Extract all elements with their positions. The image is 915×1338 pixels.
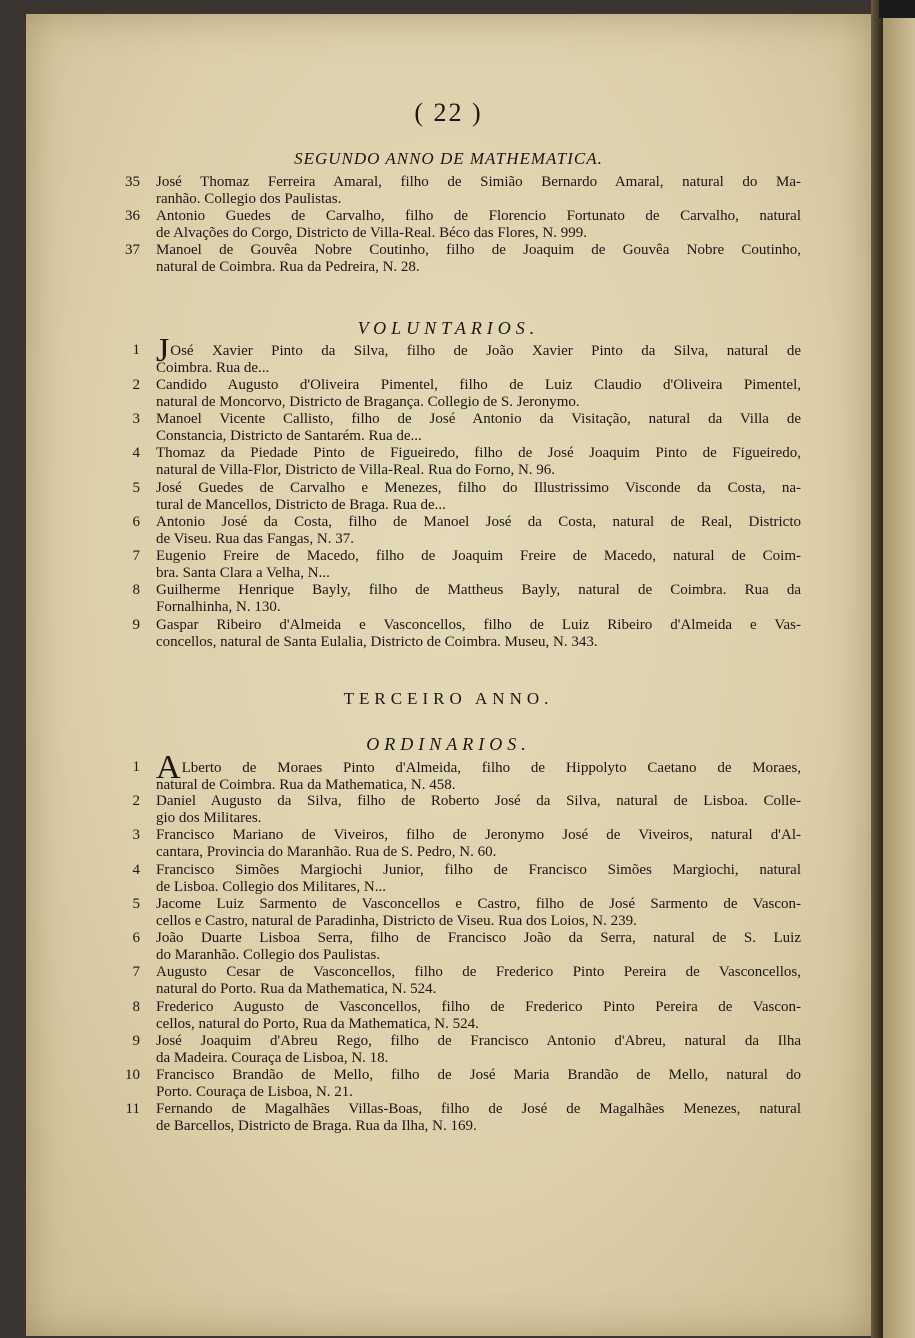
list-entry bbox=[132, 377, 801, 411]
entry-line-1 bbox=[156, 964, 801, 981]
entry-number: 5 bbox=[132, 896, 140, 912]
entry-text-1: Fernando de Magalhães Villas-Boas, filho de José de Magalhães Menezes, natural bbox=[156, 1101, 801, 1117]
entry-number: 6 bbox=[132, 514, 140, 530]
section-heading-voluntarios: VOLUNTARIOS. bbox=[357, 318, 540, 338]
entry-number: 9 bbox=[132, 1033, 140, 1049]
entry-number: 8 bbox=[132, 582, 140, 598]
entry-line-1 bbox=[156, 793, 801, 810]
entry-line-1 bbox=[156, 1033, 801, 1050]
drop-initial: A bbox=[156, 749, 181, 786]
entry-text-1: Antonio José da Costa, filho de Manoel José da Costa, natural de Real, Districto bbox=[156, 514, 801, 530]
entry-line-2: cantara, Provincia do Maranhão. Rua de S. Pedro, N. 60. bbox=[156, 844, 497, 860]
section-heading-segundo-anno: SEGUNDO ANNO DE MATHEMATICA. bbox=[294, 149, 603, 168]
entry-line-1 bbox=[156, 445, 801, 462]
entry-number: 7 bbox=[132, 964, 140, 980]
entry-text-1: João Duarte Lisboa Serra, filho de Francisco João da Serra, natural de S. Luiz bbox=[156, 930, 801, 946]
list-entry bbox=[132, 793, 801, 827]
list-entry bbox=[132, 999, 801, 1033]
entry-text-1: Candido Augusto d'Oliveira Pimentel, filho de Luiz Claudio d'Oliveira Pimentel, bbox=[156, 377, 801, 393]
entry-line-1 bbox=[156, 930, 801, 947]
drop-initial: J bbox=[156, 332, 170, 369]
entry-line-1 bbox=[156, 1101, 801, 1118]
entry-text-1: Francisco Simões Margiochi Junior, filho de Francisco Simões Margiochi, natural bbox=[156, 862, 801, 878]
list-entry bbox=[132, 617, 801, 651]
list-entry bbox=[125, 242, 801, 276]
entry-line-1 bbox=[156, 617, 801, 634]
entry-line-1 bbox=[156, 582, 801, 599]
list-entry bbox=[132, 514, 801, 548]
entry-text-1: Manoel de Gouvêa Nobre Coutinho, filho de Joaquim de Gouvêa Nobre Coutinho, bbox=[156, 242, 801, 258]
list-entry bbox=[132, 896, 801, 930]
entry-line-2: cellos e Castro, natural de Paradinha, Districto de Viseu. Rua dos Loios, N. 239. bbox=[156, 913, 637, 929]
list-entry bbox=[125, 1067, 801, 1101]
entry-number: 37 bbox=[125, 242, 140, 258]
entry-line-2: de Lisboa. Collegio dos Militares, N... bbox=[156, 879, 386, 895]
entry-text-1: Frederico Augusto de Vasconcellos, filho de Frederico Pinto Pereira de Vascon- bbox=[156, 999, 801, 1015]
entry-number: 2 bbox=[132, 377, 140, 393]
list-entry bbox=[132, 480, 801, 514]
entry-text-1: Eugenio Freire de Macedo, filho de Joaquim Freire de Macedo, natural de Coim- bbox=[156, 548, 801, 564]
entry-line-1 bbox=[156, 827, 801, 844]
entry-number: 11 bbox=[125, 1101, 140, 1117]
list-entry bbox=[132, 582, 801, 616]
entry-line-1 bbox=[156, 377, 801, 394]
entry-line-2: de Alvações do Corgo, Districto de Villa-Real. Béco das Flores, N. 999. bbox=[156, 225, 587, 241]
entry-text-1: Antonio Guedes de Carvalho, filho de Florencio Fortunato de Carvalho, natural bbox=[156, 208, 801, 224]
entry-text-1: José Thomaz Ferreira Amaral, filho de Simião Bernardo Amaral, natural do Ma- bbox=[156, 174, 801, 190]
list-entry bbox=[125, 174, 801, 208]
entry-line-2: tural de Mancellos, Districto de Braga. Rua de... bbox=[156, 497, 446, 513]
scan-ruler bbox=[879, 0, 915, 18]
entry-text-1: José Guedes de Carvalho e Menezes, filho do Illustrissimo Visconde da Costa, na- bbox=[156, 480, 801, 496]
entry-line-2: bra. Santa Clara a Velha, N... bbox=[156, 565, 330, 581]
book-page bbox=[26, 14, 871, 1336]
entry-number: 35 bbox=[125, 174, 140, 190]
entry-text-1: Osé Xavier Pinto da Silva, filho de João Xavier Pinto da Silva, natural de bbox=[170, 343, 801, 359]
entry-text-1: Thomaz da Piedade Pinto de Figueiredo, filho de José Joaquim Pinto de Figueiredo, bbox=[156, 445, 801, 461]
list-entry bbox=[132, 862, 801, 896]
entry-number: 2 bbox=[132, 793, 140, 809]
entry-line-1 bbox=[156, 999, 801, 1016]
list-entry bbox=[132, 749, 801, 794]
list-entry bbox=[125, 1101, 801, 1135]
book-spine bbox=[871, 0, 883, 1338]
entry-line-2: gio dos Militares. bbox=[156, 810, 262, 826]
entry-number: 36 bbox=[125, 208, 140, 224]
entry-line-1 bbox=[156, 174, 801, 191]
entry-line-1 bbox=[156, 411, 801, 428]
entry-line-2: da Madeira. Couraça de Lisboa, N. 18. bbox=[156, 1050, 389, 1066]
entry-number: 8 bbox=[132, 999, 140, 1015]
entry-text-1: Gaspar Ribeiro d'Almeida e Vasconcellos, filho de Luiz Ribeiro d'Almeida e Vas- bbox=[156, 617, 801, 633]
entry-text-1: Manoel Vicente Callisto, filho de José Antonio da Visitação, natural da Villa de bbox=[156, 411, 801, 427]
entry-text-1: Augusto Cesar de Vasconcellos, filho de Frederico Pinto Pereira de Vasconcellos, bbox=[156, 964, 801, 980]
list-entry bbox=[132, 445, 801, 479]
entry-number: 7 bbox=[132, 548, 140, 564]
list-entry bbox=[132, 1033, 801, 1067]
entry-line-1 bbox=[156, 514, 801, 531]
entry-line-1 bbox=[156, 208, 801, 225]
adjacent-page-edge bbox=[883, 0, 915, 1338]
page-number: ( 22 ) bbox=[414, 98, 483, 127]
entry-number: 5 bbox=[132, 480, 140, 496]
entry-line-2: Fornalhinha, N. 130. bbox=[156, 599, 281, 615]
entry-number: 4 bbox=[132, 445, 140, 461]
entry-text-1: Francisco Mariano de Viveiros, filho de Jeronymo José de Viveiros, natural d'Al- bbox=[156, 827, 801, 843]
entry-line-1 bbox=[156, 480, 801, 497]
entry-line-2: natural de Moncorvo, Districto de Bragança. Collegio de S. Jeronymo. bbox=[156, 394, 580, 410]
entry-line-2: de Barcellos, Districto de Braga. Rua da Ilha, N. 169. bbox=[156, 1118, 477, 1134]
entry-line-1 bbox=[156, 1067, 801, 1084]
list-entry bbox=[132, 332, 801, 377]
entry-line-1 bbox=[156, 862, 801, 879]
entry-text-1: Francisco Brandão de Mello, filho de José Maria Brandão de Mello, natural do bbox=[156, 1067, 801, 1083]
section-heading-terceiro-anno: TERCEIRO ANNO. bbox=[343, 689, 554, 708]
list-entry bbox=[132, 930, 801, 964]
section-heading-ordinarios: ORDINARIOS. bbox=[366, 734, 531, 754]
entry-number: 1 bbox=[132, 759, 140, 775]
entry-line-2: ranhão. Collegio dos Paulistas. bbox=[156, 191, 342, 207]
list-entry bbox=[125, 208, 801, 242]
entry-text-1: Lberto de Moraes Pinto d'Almeida, filho de Hippolyto Caetano de Moraes, bbox=[181, 760, 801, 776]
list-entry bbox=[132, 964, 801, 998]
entry-line-2: concellos, natural de Santa Eulalia, Districto de Coimbra. Museu, N. 343. bbox=[156, 634, 598, 650]
entry-number: 10 bbox=[125, 1067, 140, 1083]
entry-line-2: Constancia, Districto de Santarém. Rua de... bbox=[156, 428, 422, 444]
entry-number: 4 bbox=[132, 862, 140, 878]
entry-line-2: cellos, natural do Porto, Rua da Mathematica, N. 524. bbox=[156, 1016, 479, 1032]
entry-text-1: Guilherme Henrique Bayly, filho de Mattheus Bayly, natural de Coimbra. Rua da bbox=[156, 582, 801, 598]
entry-line-1 bbox=[156, 548, 801, 565]
list-entry bbox=[132, 411, 801, 445]
entry-number: 6 bbox=[132, 930, 140, 946]
list-entry bbox=[132, 548, 801, 582]
entry-line-2: Porto. Couraça de Lisboa, N. 21. bbox=[156, 1084, 354, 1100]
entry-text-1: Daniel Augusto da Silva, filho de Roberto José da Silva, natural de Lisboa. Colle- bbox=[156, 793, 801, 809]
entry-line-2: Coimbra. Rua de... bbox=[156, 360, 270, 376]
entry-line-2: natural de Coimbra. Rua da Pedreira, N. 28. bbox=[156, 259, 420, 275]
entry-line-2: natural do Porto. Rua da Mathematica, N. 524. bbox=[156, 981, 437, 997]
entry-line-2: do Maranhão. Collegio dos Paulistas. bbox=[156, 947, 381, 963]
list-entry bbox=[132, 827, 801, 861]
entry-line-1 bbox=[156, 896, 801, 913]
entry-text-1: Jacome Luiz Sarmento de Vasconcellos e Castro, filho de José Sarmento de Vascon- bbox=[156, 896, 801, 912]
entry-line-2: de Viseu. Rua das Fangas, N. 37. bbox=[156, 531, 354, 547]
entry-line-1 bbox=[156, 242, 801, 259]
entry-number: 3 bbox=[132, 411, 140, 427]
entry-number: 1 bbox=[132, 342, 140, 358]
entry-text-1: José Joaquim d'Abreu Rego, filho de Francisco Antonio d'Abreu, natural da Ilha bbox=[156, 1033, 801, 1049]
entry-number: 9 bbox=[132, 617, 140, 633]
entry-line-2: natural de Coimbra. Rua da Mathematica, N. 458. bbox=[156, 777, 456, 793]
entry-number: 3 bbox=[132, 827, 140, 843]
entry-line-2: natural de Villa-Flor, Districto de Villa-Real. Rua do Forno, N. 96. bbox=[156, 462, 556, 478]
